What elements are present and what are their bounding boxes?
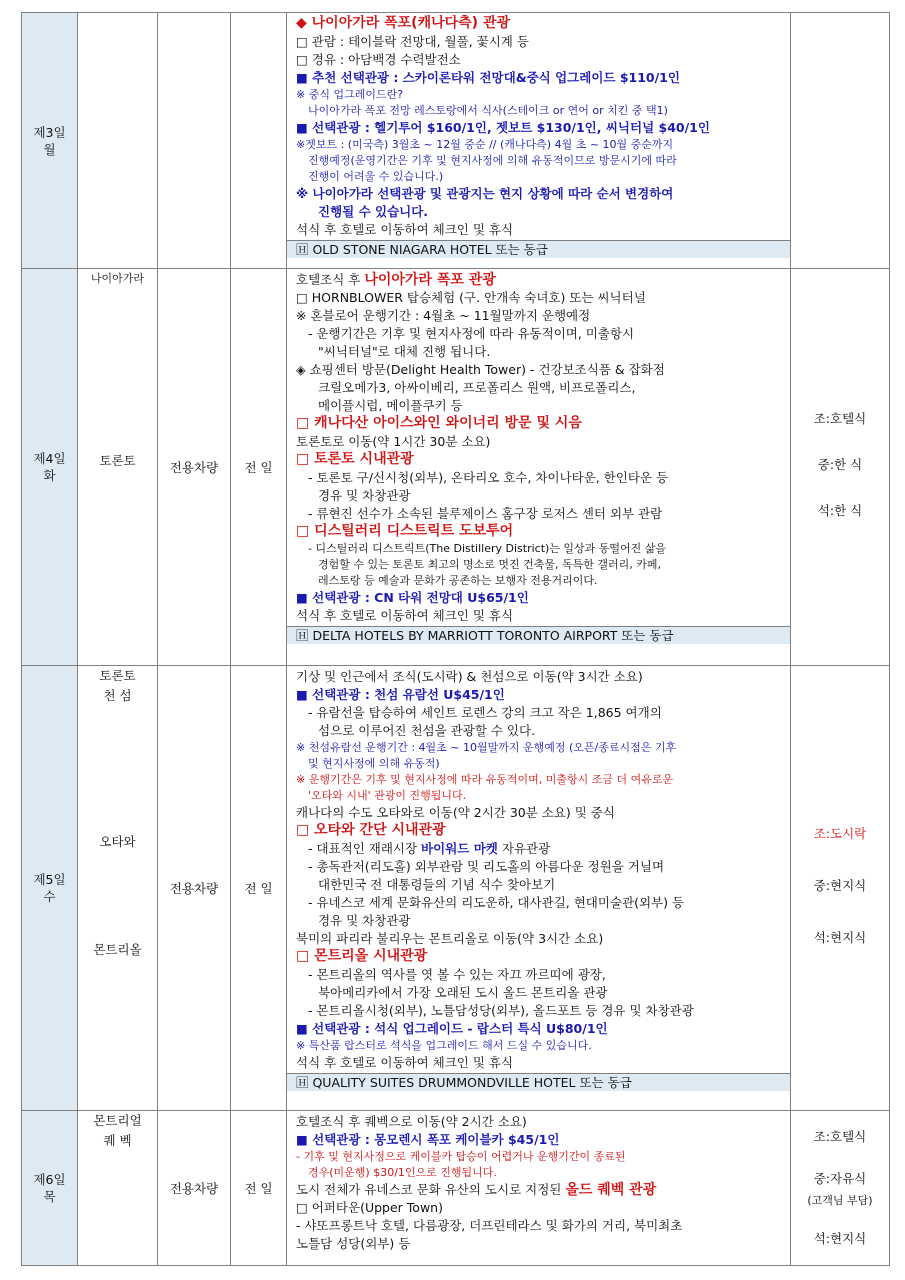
- city-cell: [78, 1111, 158, 1266]
- schedule-line: 도시 전체가 유네스코 문화 유산의 도시로 지정된 올드 퀘벡 관광: [296, 1182, 657, 1198]
- schedule-line: 경유 및 차창관광: [318, 488, 411, 503]
- schedule-line: "씨닉터널"로 대체 진행 됩니다.: [318, 344, 491, 359]
- schedule-line: ■ 선택관광 : 몽모렌시 폭포 케이블카 $45/1인: [296, 1132, 560, 1147]
- schedule-line: □ 경유 : 아담백경 수력발전소: [296, 52, 461, 67]
- schedule-line: 호텔조식 후 퀘벡으로 이동(약 2시간 소요): [296, 1114, 527, 1129]
- schedule-line: 기상 및 인근에서 조식(도시락) & 천섬으로 이동(약 3시간 소요): [296, 669, 643, 684]
- meal-lunch: 중:한 식: [817, 457, 863, 472]
- schedule-line: □ 오타와 간단 시내관광: [296, 822, 446, 838]
- schedule-line: 메이플시럽, 메이플쿠키 등: [318, 398, 463, 413]
- schedule-line: ■ 추천 선택관광 : 스카이론타워 전망대&중식 업그레이드 $110/1인: [296, 70, 680, 85]
- schedule-cell: [287, 269, 791, 666]
- transport-cell: [158, 13, 231, 269]
- city-cell: [78, 269, 158, 666]
- meal-dinner: 석:현지식: [813, 1231, 867, 1246]
- hotel-line: 🄷 OLD STONE NIAGARA HOTEL 또는 동급: [287, 240, 790, 258]
- schedule-line: - 운행기간은 기후 및 현지사정에 따라 유동적이며, 미출항시: [308, 326, 635, 341]
- day-cell: 제5일 수: [22, 666, 78, 1111]
- schedule-line: 석식 후 호텔로 이동하여 체크인 및 휴식: [296, 608, 514, 623]
- hotel-line: 🄷 QUALITY SUITES DRUMMONDVILLE HOTEL 또는 동급: [287, 1073, 790, 1091]
- city-name: 토론토: [99, 668, 136, 683]
- schedule-line: 레스토랑 등 예술과 문화가 공존하는 보행자 전용거리이다.: [318, 574, 598, 587]
- city-name: 천 섬: [103, 688, 132, 703]
- meal-cell: [791, 1111, 890, 1266]
- meal-cell: [791, 13, 890, 269]
- schedule-line: ◆ 나이아가라 폭포(캐나다측) 관광: [296, 15, 510, 31]
- schedule-line: ◈ 쇼핑센터 방문(Delight Health Tower) - 건강보조식품 & 잡화점: [296, 362, 665, 377]
- schedule-line: □ 관람 : 테이블락 전망대, 월풀, 꽃시계 등: [296, 34, 529, 49]
- day-cell: 제6일 목: [22, 1111, 78, 1266]
- transport-cell: 전용차량: [158, 1111, 231, 1266]
- schedule-line: - 샤또프롱트낙 호텔, 다름광장, 더프린테라스 및 화가의 거리, 북미최초: [296, 1218, 683, 1233]
- schedule-line: 북아메리카에서 가장 오래된 도시 올드 몬트리올 관광: [318, 985, 608, 1000]
- schedule-line: ※ 중식 업그레이드란?: [296, 88, 404, 101]
- day-cell: 제4일 화: [22, 269, 78, 666]
- city-name: 몬트리올: [93, 942, 142, 957]
- transport-cell: 전용차량: [158, 666, 231, 1111]
- schedule-line: □ 캐나다산 아이스와인 와이너리 방문 및 시음: [296, 415, 582, 431]
- schedule-line: 진행될 수 있습니다.: [318, 204, 429, 219]
- meal-note: (고객님 부담): [807, 1194, 873, 1207]
- day-cell: 제3일 월: [22, 13, 78, 269]
- schedule-line: ※ 나이아가라 선택관광 및 관광지는 현지 상황에 따라 순서 변경하여: [296, 186, 674, 201]
- schedule-line: - 몬트리올의 역사를 엿 볼 수 있는 자끄 까르띠에 광장,: [308, 967, 606, 982]
- schedule-line: 캐나다의 수도 오타와로 이동(약 2시간 30분 소요) 및 중식: [296, 805, 615, 820]
- schedule-line: □ HORNBLOWER 탑승체험 (구. 안개속 숙녀호) 또는 씨닉터널: [296, 290, 646, 305]
- schedule-line: 섬으로 이루어진 천섬을 관광할 수 있다.: [318, 723, 536, 738]
- meal-breakfast: 조:호텔식: [813, 411, 867, 426]
- city-name: 토론토: [99, 453, 136, 468]
- time-cell: 전 일: [231, 1111, 287, 1266]
- meal-cell: [791, 666, 890, 1111]
- schedule-line: - 기후 및 현지사정으로 케이블카 탑승이 어렵거나 운행기간이 종료된: [296, 1150, 626, 1163]
- schedule-line: 진행예정(운영기간은 기후 및 현지사정에 의해 유동적이므로 방문시기에 따라: [308, 154, 677, 167]
- day-row-5: [22, 666, 890, 1111]
- meal-breakfast: 조:도시락: [813, 826, 867, 841]
- schedule-line: 대한민국 전 대통령들의 기념 식수 찾아보기: [318, 877, 556, 892]
- schedule-line: 나이아가라 폭포 전망 레스토랑에서 식사(스테이크 or 연어 or 치킨 중 택1): [308, 104, 668, 117]
- meal-breakfast: 조:호텔식: [813, 1129, 867, 1144]
- schedule-cell: [287, 1111, 791, 1266]
- schedule-line: - 몬트리올시청(외부), 노틀담성당(외부), 올드포트 등 경유 및 차창관광: [308, 1003, 694, 1018]
- city-cell: [78, 666, 158, 1111]
- time-cell: [231, 13, 287, 269]
- schedule-line: 호텔조식 후 나이아가라 폭포 관광: [296, 272, 496, 288]
- schedule-line: - 총독관저(리도홀) 외부관람 및 리도홀의 아름다운 정원을 거닐며: [308, 859, 665, 874]
- schedule-line: ■ 선택관광 : 석식 업그레이드 - 랍스터 특식 U$80/1인: [296, 1021, 608, 1036]
- schedule-line: ■ 선택관광 : 천섬 유람선 U$45/1인: [296, 687, 505, 702]
- schedule-line: 석식 후 호텔로 이동하여 체크인 및 휴식: [296, 1055, 514, 1070]
- schedule-line: 및 현지사정에 의해 유동적): [308, 757, 440, 770]
- schedule-line: ■ 선택관광 : CN 타워 전망대 U$65/1인: [296, 590, 529, 605]
- schedule-line: □ 토론토 시내관광: [296, 451, 414, 467]
- schedule-line: 크릴오메가3, 아싸이베리, 프로폴리스 원액, 비프로폴리스,: [318, 380, 636, 395]
- time-cell: 전 일: [231, 269, 287, 666]
- schedule-line: 토론토로 이동(약 1시간 30분 소요): [296, 434, 491, 449]
- city-name: 몬트리얼: [93, 1113, 142, 1128]
- schedule-line: □ 디스틸러리 디스트릭트 도보투어: [296, 523, 514, 539]
- schedule-line: ※ 혼블로어 운행기간 : 4월초 ~ 11월말까지 운행예정: [296, 308, 591, 323]
- schedule-line: ※ 천섬유람선 운행기간 : 4월초 ~ 10월말까지 운행예정 (오픈/종료시점은 기후: [296, 741, 677, 754]
- meal-dinner: 석:현지식: [813, 930, 867, 945]
- schedule-line: ※ 운행기간은 기후 및 현지사정에 따라 유동적이며, 미출항시 조금 더 여유로운: [296, 773, 674, 786]
- schedule-line: 노틀담 성당(외부) 등: [296, 1236, 411, 1251]
- schedule-line: - 류현진 선수가 소속된 블루제이스 홈구장 로저스 센터 외부 관람: [308, 506, 663, 521]
- schedule-line: ■ 선택관광 : 헬기투어 $160/1인, 젯보트 $130/1인, 씨닉터널 $40/1인: [296, 120, 710, 135]
- schedule-line: - 유람선을 탑승하여 세인트 로렌스 강의 크고 작은 1,865 여개의: [308, 705, 662, 720]
- city-name: 나이아가라: [90, 272, 145, 285]
- schedule-line: 경험할 수 있는 토론토 최고의 명소로 멋진 건축물, 독특한 갤러리, 카페,: [318, 558, 661, 571]
- meal-lunch: 중:현지식: [813, 878, 867, 893]
- transport-cell: 전용차량: [158, 269, 231, 666]
- day-row-6: [22, 1111, 890, 1266]
- meal-cell: [791, 269, 890, 666]
- itinerary-table: [21, 12, 890, 1266]
- city-name: 퀘 벡: [103, 1133, 132, 1148]
- schedule-line: - 디스틸러리 디스트릭트(The Distillery District)는 일상과 동떨어진 삶을: [308, 542, 667, 555]
- schedule-line: - 대표적인 재래시장 바이워드 마켓 자유관광: [308, 841, 551, 856]
- schedule-line: □ 어퍼타운(Upper Town): [296, 1200, 443, 1215]
- schedule-line: 북미의 파리라 불리우는 몬트리올로 이동(약 3시간 소요): [296, 931, 604, 946]
- day-row-4: [22, 269, 890, 666]
- schedule-line: 석식 후 호텔로 이동하여 체크인 및 휴식: [296, 222, 514, 237]
- city-cell: [78, 13, 158, 269]
- schedule-cell: [287, 666, 791, 1111]
- schedule-line: 진행이 어려울 수 있습니다.): [308, 170, 444, 183]
- hotel-line: 🄷 DELTA HOTELS BY MARRIOTT TORONTO AIRPORT 또는 동급: [287, 626, 790, 644]
- day-row-3: [22, 13, 890, 269]
- schedule-line: '오타와 시내' 관광이 진행됩니다.: [308, 789, 467, 802]
- schedule-cell: [287, 13, 791, 269]
- schedule-line: ※젯보트 : (미국측) 3월초 ~ 12월 중순 // (캐나다측) 4월 초 ~ 10월 중순까지: [296, 138, 674, 151]
- schedule-line: 경우(미운행) $30/1인으로 진행됩니다.: [308, 1166, 497, 1179]
- schedule-line: - 유네스코 세계 문화유산의 리도운하, 대사관길, 현대미술관(외부) 등: [308, 895, 685, 910]
- schedule-line: - 토론토 구/신시청(외부), 온타리오 호수, 차이나타운, 한인타운 등: [308, 470, 669, 485]
- schedule-line: 경유 및 차창관광: [318, 913, 411, 928]
- schedule-line: ※ 특산품 랍스터로 석식을 업그레이드 해서 드실 수 있습니다.: [296, 1039, 592, 1052]
- schedule-line: □ 몬트리올 시내관광: [296, 948, 428, 964]
- meal-dinner: 석:한 식: [817, 503, 863, 518]
- city-name: 오타와: [99, 834, 136, 849]
- time-cell: 전 일: [231, 666, 287, 1111]
- meal-lunch: 중:자유식: [813, 1171, 867, 1186]
